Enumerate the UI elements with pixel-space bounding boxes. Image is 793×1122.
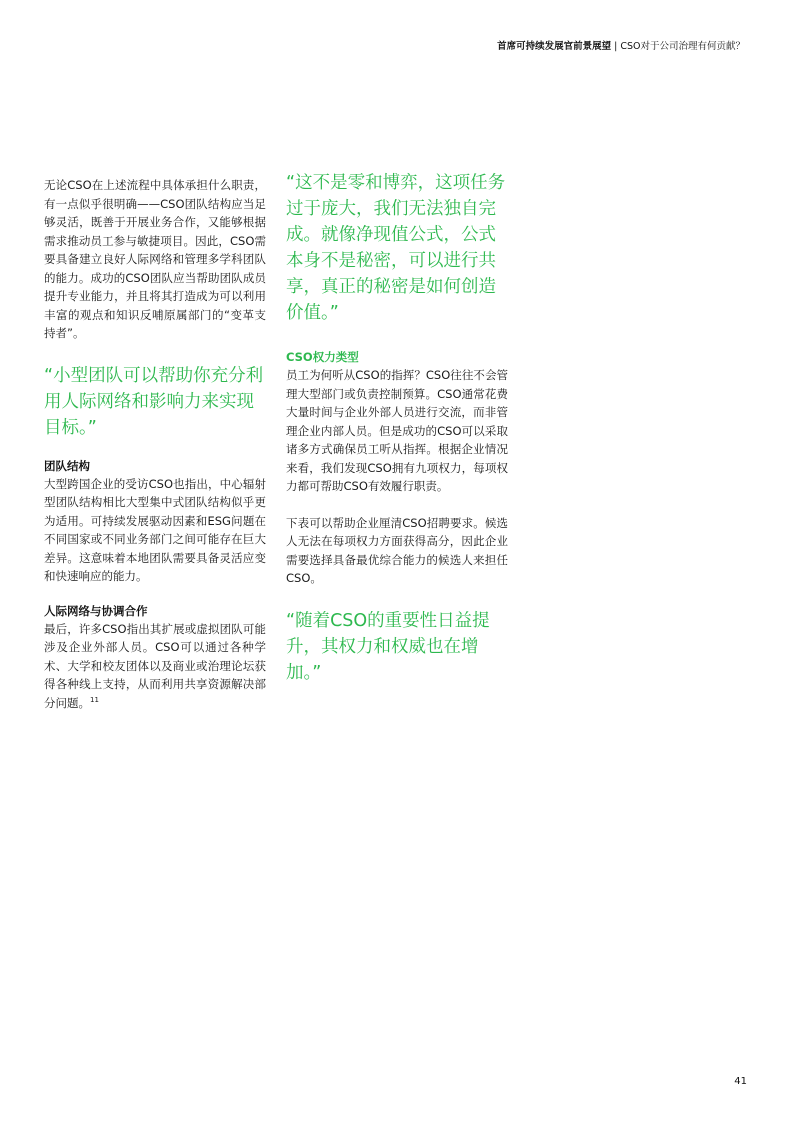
running-header <box>497 38 745 52</box>
cso-power-text: 员工为何听从CSO的指挥？CSO往往不会管理大型部门或负责控制预算。CSO通常花费大量时间与企业外部人员进行交流，而非管理企业内部人员。但是成功的CSO可以采取诸多方式确保员工听从指挥。根据企业情况来看，我们发现CSO拥有九项权力，每项权力都可帮助CSO有效履行职责。 <box>286 368 508 493</box>
header-title: 首席可持续发展官前景展望 <box>497 41 612 52</box>
left-column <box>44 176 266 712</box>
table-intro-text: 下表可以帮助企业厘清CSO招聘要求。候选人无法在每项权力方面获得高分，因此企业需要选择具备最优综合能力的候选人来担任CSO。 <box>286 515 508 585</box>
footnote-ref: 11 <box>90 695 99 704</box>
network-text-body: 最后，许多CSO指出其扩展或虚拟团队可能涉及企业外部人员。CSO可以通过各种学术、大学和校友团体以及商业或治理论坛获得各种线上支持，从而利用共享资源解决部分问题。 <box>44 621 266 710</box>
pull-quote-authority: “随着CSO的重要性日益提升，其权力和权威也在增加。” <box>286 610 490 683</box>
page-number: 41 <box>734 1076 747 1087</box>
header-subtitle: CSO对于公司治理有何贡献？ <box>620 41 745 52</box>
pull-quote-small-team: “小型团队可以帮助你充分利用人际网络和影响力来实现目标。” <box>44 365 264 438</box>
team-structure-text: 大型跨国企业的受访CSO也指出，中心辐射型团队结构相比大型集中式团队结构似乎更为适用。可持续发展驱动因素和ESG问题在不同国家或不同业务部门之间可能存在巨大差异。这意味着本地团队需要具备灵活应变和快速响应的能力。 <box>44 476 266 583</box>
header-separator: | <box>614 41 618 52</box>
network-text <box>44 620 266 713</box>
intro-paragraph: 无论CSO在上述流程中具体承担什么职责，有一点似乎很明确——CSO团队结构应当足够灵活，既善于开展业务合作，又能够根据需求推动员工参与敏捷项目。因此，CSO需要具备建立良好人际网络和管理多学科团队的能力。成功的CSO团队应当帮助团队成员提升专业能力，并且将其打造成为可以利用丰富的观点和知识反哺原属部门的“变革支持者”。 <box>44 178 266 340</box>
team-structure-heading: 团队结构 <box>44 458 90 473</box>
network-heading: 人际网络与协调合作 <box>44 603 148 618</box>
pull-quote-value: “这不是零和博弈，这项任务过于庞大，我们无法独自完成。就像净现值公式，公式本身不是秘密，可以进行共享，真正的秘密是如何创造价值。” <box>286 173 506 323</box>
right-column <box>286 170 508 686</box>
cso-power-heading: CSO权力类型 <box>286 350 359 364</box>
